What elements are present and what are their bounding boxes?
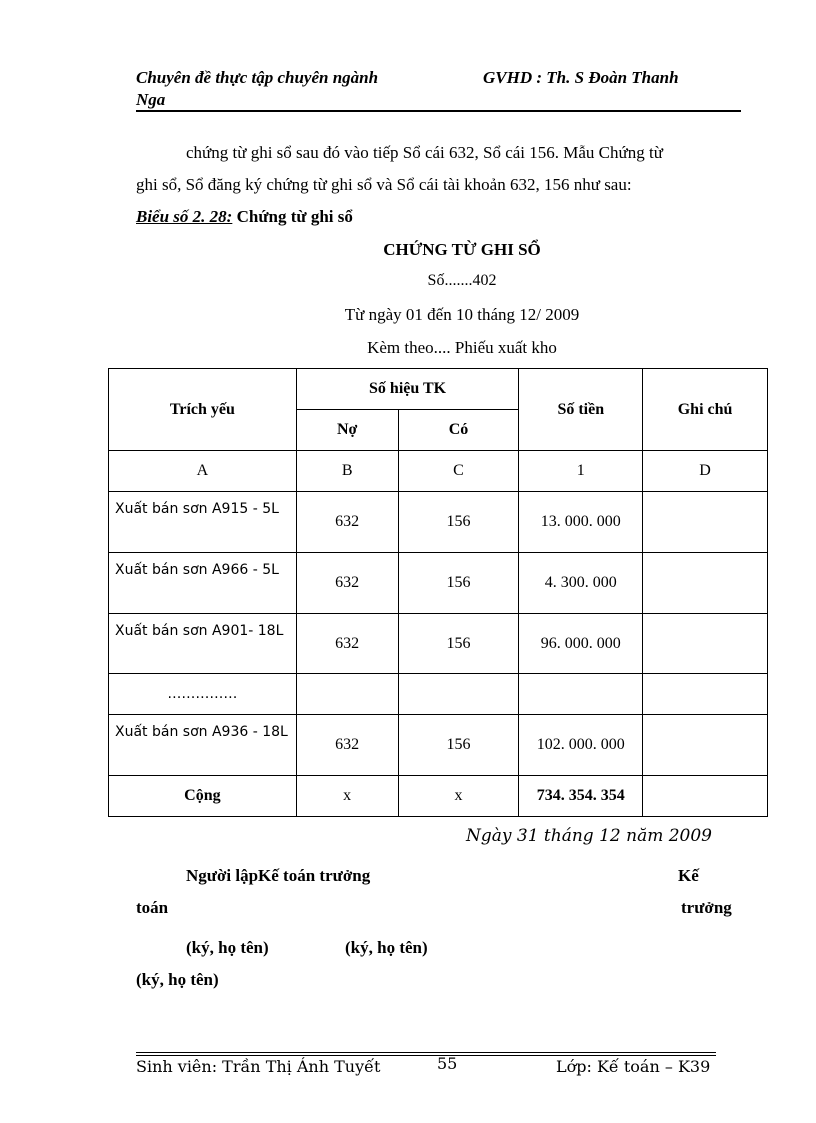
- row-debit: [296, 674, 398, 715]
- code-cell: B: [296, 451, 398, 492]
- th-account-group: Số hiệu TK: [296, 369, 519, 410]
- table-row: [109, 715, 768, 776]
- doc-title: CHỨNG TỪ GHI SỔ: [383, 240, 541, 259]
- row-debit: 632: [296, 553, 398, 614]
- row-note: [643, 614, 768, 674]
- row-description: Xuất bán sơn A936 - 18L: [109, 715, 297, 776]
- row-description: Xuất bán sơn A915 - 5L: [109, 492, 297, 553]
- row-debit: 632: [296, 492, 398, 553]
- date-line: Ngày 31 tháng 12 năm 2009: [466, 826, 712, 846]
- table-row: [109, 492, 768, 553]
- table-total-row: [109, 776, 768, 817]
- header-right: GVHD : Th. S Đoàn Thanh: [483, 68, 679, 87]
- ledger-table: [108, 368, 768, 817]
- code-cell: A: [109, 451, 297, 492]
- row-credit: 156: [398, 492, 519, 553]
- row-note: [643, 492, 768, 553]
- table-row: [109, 614, 768, 674]
- row-amount: 96. 000. 000: [519, 614, 643, 674]
- code-cell: D: [643, 451, 768, 492]
- footer-divider-top: [136, 1052, 716, 1053]
- th-description: Trích yếu: [109, 369, 297, 451]
- signature-line2-right: trưởng: [681, 898, 732, 917]
- total-label: Cộng: [109, 776, 297, 817]
- row-amount: 13. 000. 000: [519, 492, 643, 553]
- signature-line2-left: toán: [136, 898, 169, 917]
- signature-note-3: (ký, họ tên): [136, 970, 219, 989]
- th-note: Ghi chú: [643, 369, 768, 451]
- footer-divider-bottom: [136, 1055, 716, 1056]
- th-debit: Nợ: [296, 410, 398, 451]
- row-credit: [398, 674, 519, 715]
- caption-label: Biểu số 2. 28:: [136, 207, 233, 226]
- row-note: [643, 674, 768, 715]
- total-note: [643, 776, 768, 817]
- row-description: Xuất bán sơn A966 - 5L: [109, 553, 297, 614]
- table-code-row: [109, 451, 768, 492]
- header-divider: [136, 110, 741, 112]
- table-header-row: [109, 369, 768, 410]
- row-credit: 156: [398, 614, 519, 674]
- total-amount: 734. 354. 354: [519, 776, 643, 817]
- row-credit: 156: [398, 715, 519, 776]
- intro-line1: chứng từ ghi sổ sau đó vào tiếp Sổ cái 632, Sổ cái 156. Mẫu Chứng từ: [186, 143, 663, 162]
- total-debit: x: [296, 776, 398, 817]
- row-debit: 632: [296, 715, 398, 776]
- header-left-line2: Nga: [136, 90, 166, 109]
- doc-period: Từ ngày 01 đến 10 tháng 12/ 2009: [344, 305, 580, 324]
- doc-attached: Kèm theo.... Phiếu xuất kho: [367, 338, 557, 357]
- signature-note-1: (ký, họ tên): [186, 938, 269, 957]
- intro-line2: ghi sổ, Sổ đăng ký chứng từ ghi sổ và Sổ cái tài khoản 632, 156 như sau:: [136, 175, 632, 194]
- footer-student: Sinh viên: Trần Thị Ánh Tuyết: [136, 1057, 381, 1076]
- signature-line1-right: Kế: [678, 866, 699, 885]
- row-amount: 102. 000. 000: [519, 715, 643, 776]
- caption: [136, 201, 353, 233]
- caption-text: Chứng từ ghi sổ: [232, 207, 353, 226]
- row-debit: 632: [296, 614, 398, 674]
- row-amount: 4. 300. 000: [519, 553, 643, 614]
- row-description: Xuất bán sơn A901- 18L: [109, 614, 297, 674]
- header-left-line1: Chuyên đề thực tập chuyên ngành: [136, 68, 379, 87]
- footer-page-number: 55: [437, 1054, 458, 1073]
- table-row: [109, 674, 768, 715]
- code-cell: C: [398, 451, 519, 492]
- doc-number: Số.......402: [427, 272, 497, 289]
- code-cell: 1: [519, 451, 643, 492]
- total-credit: x: [398, 776, 519, 817]
- th-credit: Có: [398, 410, 519, 451]
- row-credit: 156: [398, 553, 519, 614]
- row-note: [643, 715, 768, 776]
- footer-class: Lớp: Kế toán – K39: [556, 1057, 711, 1076]
- row-amount: [519, 674, 643, 715]
- signature-note-2: (ký, họ tên): [345, 938, 428, 957]
- signature-line1-left: Người lậpKế toán trưởng: [186, 866, 371, 885]
- table-row: [109, 553, 768, 614]
- row-note: [643, 553, 768, 614]
- th-amount: Số tiền: [519, 369, 643, 451]
- row-description: ……………: [109, 674, 297, 715]
